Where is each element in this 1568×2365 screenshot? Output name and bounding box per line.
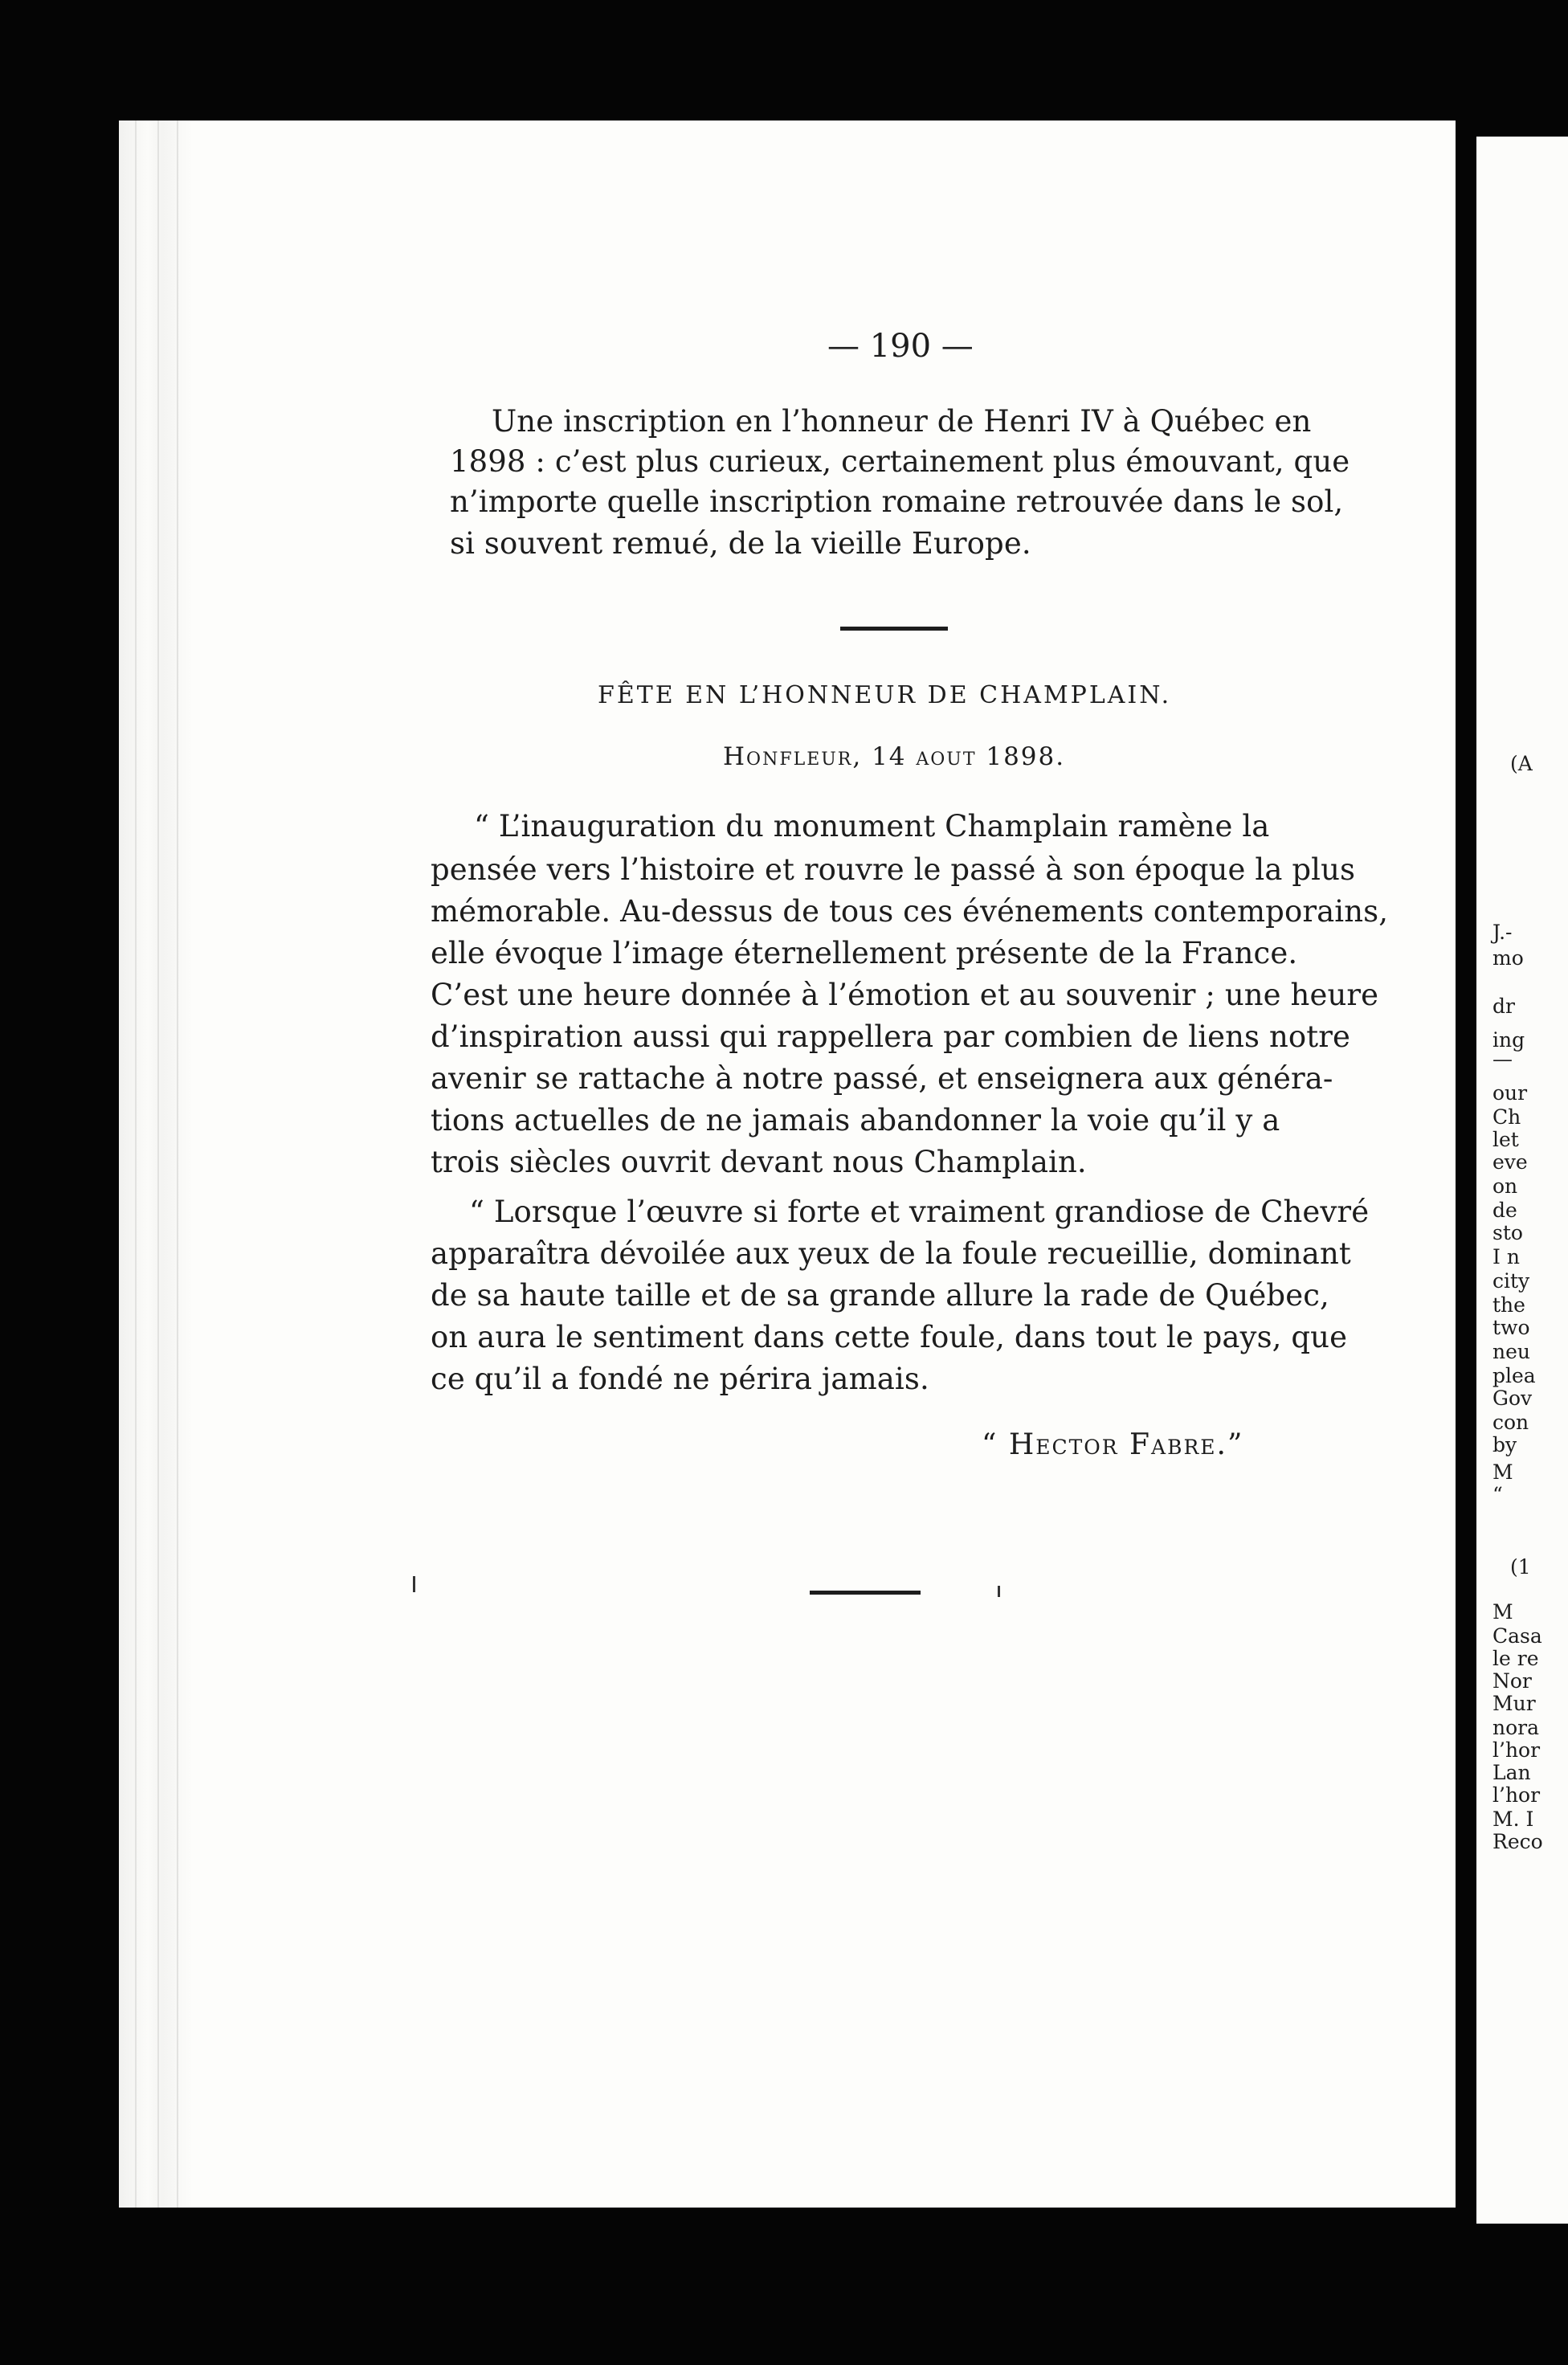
intro-line-4: si souvent remué, de la vieille Europe.: [450, 526, 1031, 561]
adjacent-page-fragment: neu: [1492, 1340, 1530, 1363]
quote2-line-4: on aura le sentiment dans cette foule, dans tout le pays, que: [431, 1320, 1348, 1354]
adjacent-page-fragment: eve: [1492, 1150, 1528, 1174]
quote-line-8: tions actuelles de ne jamais abandonner la voie qu’il y a: [431, 1103, 1280, 1138]
adjacent-page-fragment: the: [1492, 1293, 1525, 1317]
dateline: Honfleur, 14 aout 1898.: [723, 742, 1066, 771]
section-heading: FÊTE EN L’HONNEUR DE CHAMPLAIN.: [598, 681, 1172, 709]
adjacent-page-fragment: plea: [1492, 1364, 1536, 1387]
adjacent-page-fragment: by: [1492, 1433, 1517, 1456]
signature: “ Hector Fabre.”: [982, 1428, 1244, 1461]
adjacent-page-fragment: city: [1492, 1269, 1530, 1293]
adjacent-page-fragment: ing: [1492, 1028, 1525, 1052]
quote-line-4: elle évoque l’image éternellement présente de la France.: [431, 936, 1298, 970]
intro-line-2: 1898 : c’est plus curieux, certainement plus émouvant, que: [450, 444, 1350, 479]
page-number: — 190 —: [827, 328, 974, 365]
adjacent-page-fragment: I n: [1492, 1245, 1520, 1268]
adjacent-page-fragment: sto: [1492, 1221, 1523, 1244]
adjacent-page-fragment: two: [1492, 1316, 1530, 1339]
quote-line-2: pensée vers l’histoire et rouvre le passé à son époque la plus: [431, 852, 1356, 887]
quote-line-1: “ L’inauguration du monument Champlain ramène la: [474, 809, 1270, 843]
section-divider: [840, 627, 948, 631]
adjacent-page-fragment: (1: [1510, 1555, 1531, 1579]
scan-speck: [413, 1576, 415, 1592]
adjacent-page: [1476, 137, 1568, 2224]
quote2-line-3: de sa haute taille et de sa grande allure la rade de Québec,: [431, 1278, 1329, 1313]
adjacent-page-fragment: M: [1492, 1600, 1513, 1624]
adjacent-page-fragment: let: [1492, 1128, 1519, 1151]
scan-speck: [998, 1586, 1000, 1597]
page-edge-line: [135, 120, 137, 2208]
adjacent-page-fragment: our: [1492, 1081, 1528, 1105]
adjacent-page-fragment: Lan: [1492, 1761, 1531, 1784]
adjacent-page-fragment: Gov: [1492, 1387, 1533, 1410]
quote2-line-2: apparaîtra dévoilée aux yeux de la foule recueillie, dominant: [431, 1236, 1351, 1271]
adjacent-page-fragment: nora: [1492, 1716, 1540, 1739]
adjacent-page-fragment: Nor: [1492, 1669, 1532, 1693]
adjacent-page-fragment: J.-: [1492, 921, 1513, 944]
quote-line-5: C’est une heure donnée à l’émotion et au souvenir ; une heure: [431, 978, 1379, 1012]
adjacent-page-fragment: de: [1492, 1199, 1517, 1222]
quote2-line-1: “ Lorsque l’œuvre si forte et vraiment grandiose de Chevré: [469, 1195, 1370, 1229]
adjacent-page-fragment: Casa: [1492, 1624, 1542, 1648]
intro-line-3: n’importe quelle inscription romaine retrouvée dans le sol,: [450, 484, 1344, 519]
page-edge-line: [177, 120, 178, 2208]
page-stack-edge: [119, 120, 191, 2208]
adjacent-page-fragment: Reco: [1492, 1830, 1543, 1853]
end-rule: [810, 1591, 921, 1595]
quote2-line-5: ce qu’il a fondé ne périra jamais.: [431, 1362, 929, 1396]
adjacent-page-fragment: Ch: [1492, 1105, 1521, 1129]
adjacent-page-fragment: Mur: [1492, 1692, 1536, 1715]
adjacent-page-fragment: M. I: [1492, 1807, 1534, 1831]
quote-line-7: avenir se rattache à notre passé, et enseignera aux généra-: [431, 1061, 1333, 1096]
adjacent-page-fragment: le re: [1492, 1647, 1539, 1670]
adjacent-page-fragment: “: [1492, 1483, 1503, 1506]
adjacent-page-fragment: l’hor: [1492, 1783, 1541, 1807]
quote-line-6: d’inspiration aussi qui rappellera par combien de liens notre: [431, 1019, 1351, 1054]
adjacent-page-fragment: dr: [1492, 995, 1515, 1018]
adjacent-page-fragment: M: [1492, 1460, 1513, 1484]
adjacent-page-fragment: con: [1492, 1411, 1529, 1434]
intro-line-1: Une inscription en l’honneur de Henri IV à Québec en: [492, 404, 1312, 439]
adjacent-page-fragment: —: [1492, 1048, 1513, 1071]
adjacent-page-fragment: on: [1492, 1174, 1518, 1198]
quote-line-9: trois siècles ouvrit devant nous Champlain.: [431, 1145, 1087, 1179]
page-edge-line: [157, 120, 159, 2208]
adjacent-page-fragment: l’hor: [1492, 1738, 1541, 1762]
adjacent-page-fragment: (A: [1510, 752, 1533, 775]
quote-line-3: mémorable. Au-dessus de tous ces événements contemporains,: [431, 894, 1389, 929]
adjacent-page-fragment: mo: [1492, 946, 1524, 970]
